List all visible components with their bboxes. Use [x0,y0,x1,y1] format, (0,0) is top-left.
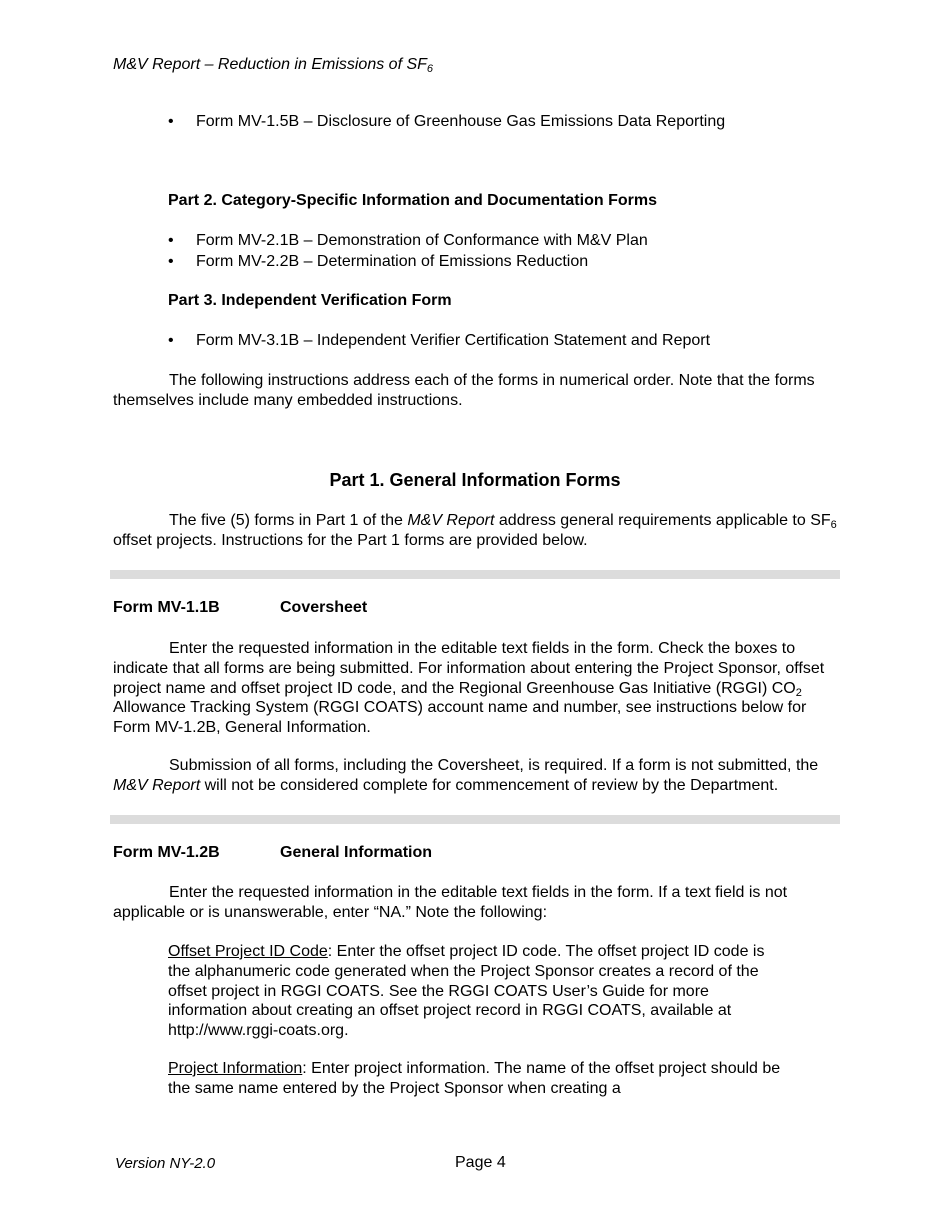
page-number: Page 4 [455,1154,506,1171]
section-divider [110,815,840,824]
part1-intro: The five (5) forms in Part 1 of the M&V Report address general requirements applicable to $SF_6$ offset projects. Instructions for the Part 1 forms are provided below. [113,512,837,549]
bullet-icon: • [168,232,174,249]
offset-project-id-note: Offset Project ID Code: Enter the offset project ID code. The offset project ID code is the alphanumeric code generated when the Project Sponsor creates a record of the offset project in RGGI COATS. See the RGGI COATS User’s Guide for more information about creating an offset project record in RGGI COATS, available at http://www.rggi-coats.org. [168,943,765,1040]
running-header: M&V Report – Reduction in Emissions of $SF_6$ [113,56,434,75]
bullet-icon: • [168,253,174,270]
form-mv-1-1b-para2: Submission of all forms, including the Coversheet, is required. If a form is not submitted, the M&V Report will not be considered complete for commencement of review by the Department. [113,757,819,794]
bullet-icon: • [168,332,174,349]
form-mv-1-2b-intro: Enter the requested information in the editable text fields in the form. If a text field is not applicable or is unanswerable, enter “NA.” Note the following: [113,884,788,921]
version-label: Version NY-2.0 [115,1155,216,1172]
instructions-intro: The following instructions address each of the forms in numerical order. Note that the forms themselves include many embedded instructions. [113,372,815,409]
form-mv-1-1b-heading: Form MV-1.1B Coversheet [113,599,368,616]
part3-heading: Part 3. Independent Verification Form [168,292,452,309]
form-mv-1-2b-heading: Form MV-1.2B General Information [113,844,433,861]
form-mv-1-1b-para1: Enter the requested information in the editable text fields in the form. Check the boxes to indicate that all forms are being submitted. For information about entering the Project Sponsor, offset project name and offset project ID code, and the Regional Greenhouse Gas Initiative (RGGI) $CO_2$ Allowance Tracking System (RGGI COATS) account name and number, see instructions below for Form MV-1.2B, General Information. [113,640,825,737]
part2-heading: Part 2. Category-Specific Information and Documentation Forms [168,192,657,209]
bullet-icon: • [168,113,174,130]
project-information-note: Project Information: Enter project information. The name of the offset project should be the same name entered by the Project Sponsor when creating a [168,1060,781,1097]
section-divider [110,570,840,579]
part1-title: Part 1. General Information Forms [329,470,621,490]
